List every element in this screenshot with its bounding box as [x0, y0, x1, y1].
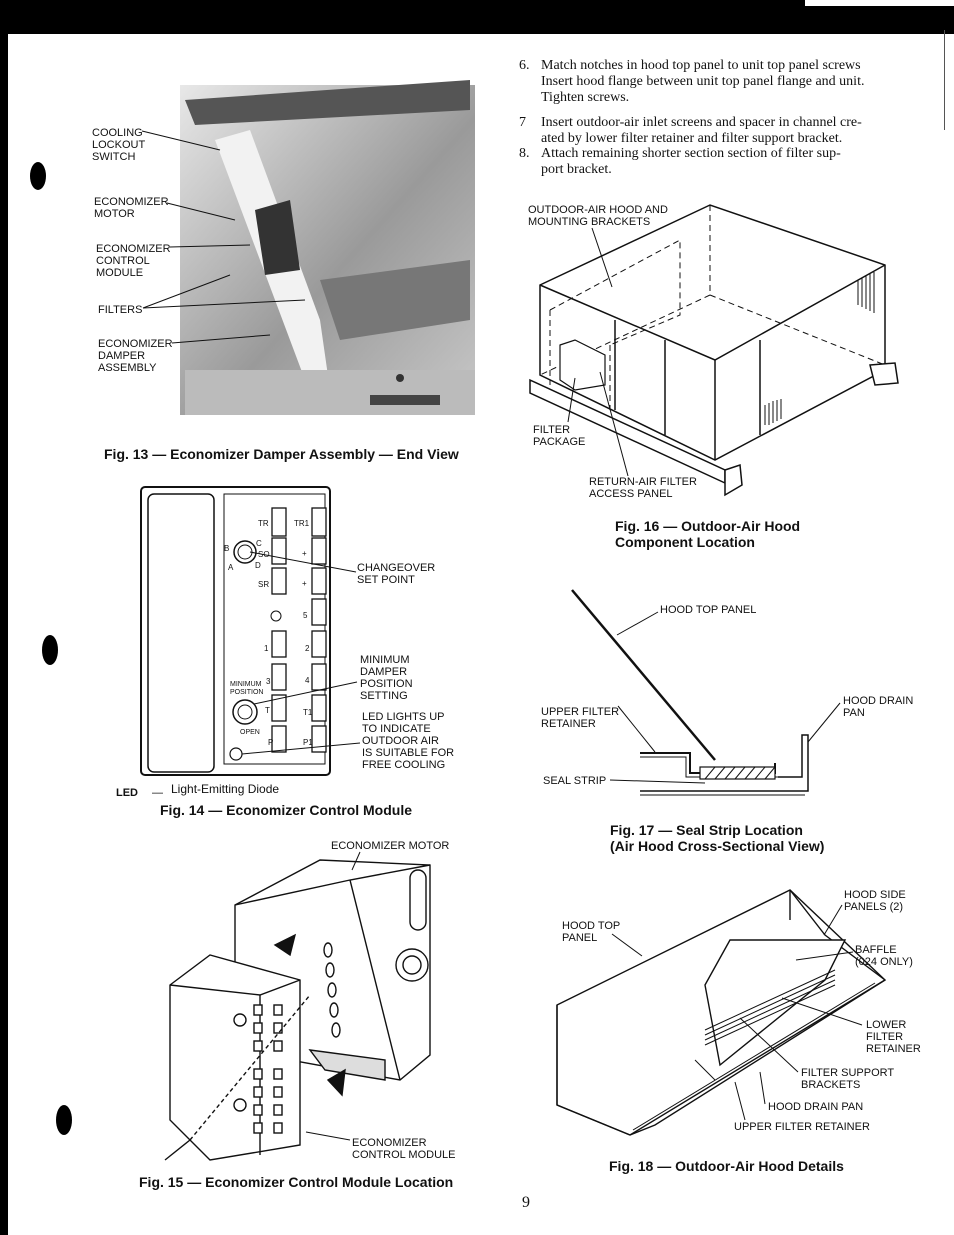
fig18-label-upper: UPPER FILTER RETAINER — [734, 1121, 870, 1133]
page-number: 9 — [522, 1194, 530, 1211]
fig14-term-2: 2 — [305, 644, 310, 653]
fig16-label-filter: FILTER PACKAGE — [533, 424, 586, 448]
fig14-term-3: 3 — [266, 677, 271, 686]
fig15-label-module: ECONOMIZER CONTROL MODULE — [352, 1137, 456, 1161]
fig17-label-drain: HOOD DRAIN PAN — [843, 695, 914, 719]
fig18-label-baffle: BAFFLE (024 ONLY) — [855, 944, 913, 968]
step-7-text: Insert outdoor-air inlet screens and spacer in channel cre- ated by lower filter retainer and filter support bracket. — [541, 115, 862, 146]
fig14-term-4: 4 — [305, 676, 310, 685]
fig14-pot-position: POSITION — [230, 689, 264, 696]
fig15-label-motor: ECONOMIZER MOTOR — [331, 840, 450, 852]
fig14-term-5: 5 — [303, 611, 308, 620]
step-8-number: 8. — [519, 146, 530, 161]
fig14-term-plus2: + — [302, 579, 307, 588]
fig14-pot-b: B — [224, 544, 230, 553]
step-7-number: 7 — [519, 115, 526, 130]
fig14-pot-minimum: MINIMUM — [230, 681, 262, 688]
fig14-pot-sr: SR — [258, 580, 270, 589]
fig14-legend-text: Light-Emitting Diode — [171, 782, 280, 796]
fig18-label-lower: LOWER FILTER RETAINER — [866, 1019, 921, 1055]
step-6-text: Match notches in hood top panel to unit top panel screws Insert hood flange between unit top panel flange and unit. Tighten screws. — [541, 58, 865, 105]
fig14-pot-a: A — [228, 563, 234, 572]
fig13-label-filters: FILTERS — [98, 304, 143, 316]
fig14-term-tr: TR — [258, 519, 269, 528]
fig14-term-p: P — [268, 738, 274, 747]
fig14-pot-c: C — [256, 539, 262, 548]
fig14-callout-led: LED LIGHTS UP TO INDICATE OUTDOOR AIR IS SUITABLE FOR FREE COOLING — [362, 711, 455, 771]
fig14-caption: Fig. 14 — Economizer Control Module — [160, 802, 413, 818]
fig14-term-tr1: TR1 — [294, 519, 310, 528]
fig14-term-1: 1 — [264, 644, 269, 653]
fig14-term-t1: T1 — [303, 708, 313, 717]
fig13-label-econ-damper: ECONOMIZER DAMPER ASSEMBLY — [98, 338, 173, 374]
fig18-label-support: FILTER SUPPORT BRACKETS — [801, 1067, 895, 1091]
fig14-term-p1: P1 — [303, 738, 313, 747]
fig13-label-econ-motor: ECONOMIZER MOTOR — [94, 196, 169, 220]
fig18-label-top: HOOD TOP PANEL — [562, 920, 621, 944]
fig18-label-side: HOOD SIDE PANELS (2) — [844, 889, 906, 913]
fig16-caption: Fig. 16 — Outdoor-Air Hood Component Location — [615, 518, 801, 550]
fig18-label-drain: HOOD DRAIN PAN — [768, 1101, 864, 1113]
fig14-callout-changeover: CHANGEOVER SET POINT — [357, 562, 436, 586]
fig16-label-return: RETURN-AIR FILTER ACCESS PANEL — [589, 476, 697, 500]
right-edge-line — [944, 30, 945, 130]
fig14-term-plus1: + — [302, 549, 307, 558]
fig14-pot-so: SO — [258, 550, 270, 559]
fig17-label-top: HOOD TOP PANEL — [660, 604, 757, 616]
fig18-caption: Fig. 18 — Outdoor-Air Hood Details — [609, 1158, 844, 1174]
fig13-label-cooling-lockout: COOLING LOCKOUT SWITCH — [92, 127, 146, 163]
fig16-label-hood: OUTDOOR-AIR HOOD AND MOUNTING BRACKETS — [528, 204, 668, 228]
fig13-caption: Fig. 13 — Economizer Damper Assembly — End View — [104, 446, 459, 462]
fig13-label-econ-control: ECONOMIZER CONTROL MODULE — [96, 243, 171, 279]
fig14-legend-abbr: LED — [116, 787, 138, 799]
fig14-term-t: T — [265, 706, 270, 715]
fig14-pot-open: OPEN — [240, 729, 260, 736]
fig14-callout-min-damper: MINIMUM DAMPER POSITION SETTING — [360, 654, 413, 702]
fig14-legend-sep: — — [152, 787, 163, 799]
step-6-number: 6. — [519, 58, 530, 73]
step-8-text: Attach remaining shorter section section of filter sup- port bracket. — [541, 146, 841, 177]
fig17-label-upper: UPPER FILTER RETAINER — [541, 706, 620, 730]
fig14-pot-d: D — [255, 561, 261, 570]
fig15-caption: Fig. 15 — Economizer Control Module Location — [139, 1174, 454, 1190]
fig17-label-seal: SEAL STRIP — [543, 775, 607, 787]
fig17-caption: Fig. 17 — Seal Strip Location (Air Hood Cross-Sectional View) — [610, 822, 825, 854]
